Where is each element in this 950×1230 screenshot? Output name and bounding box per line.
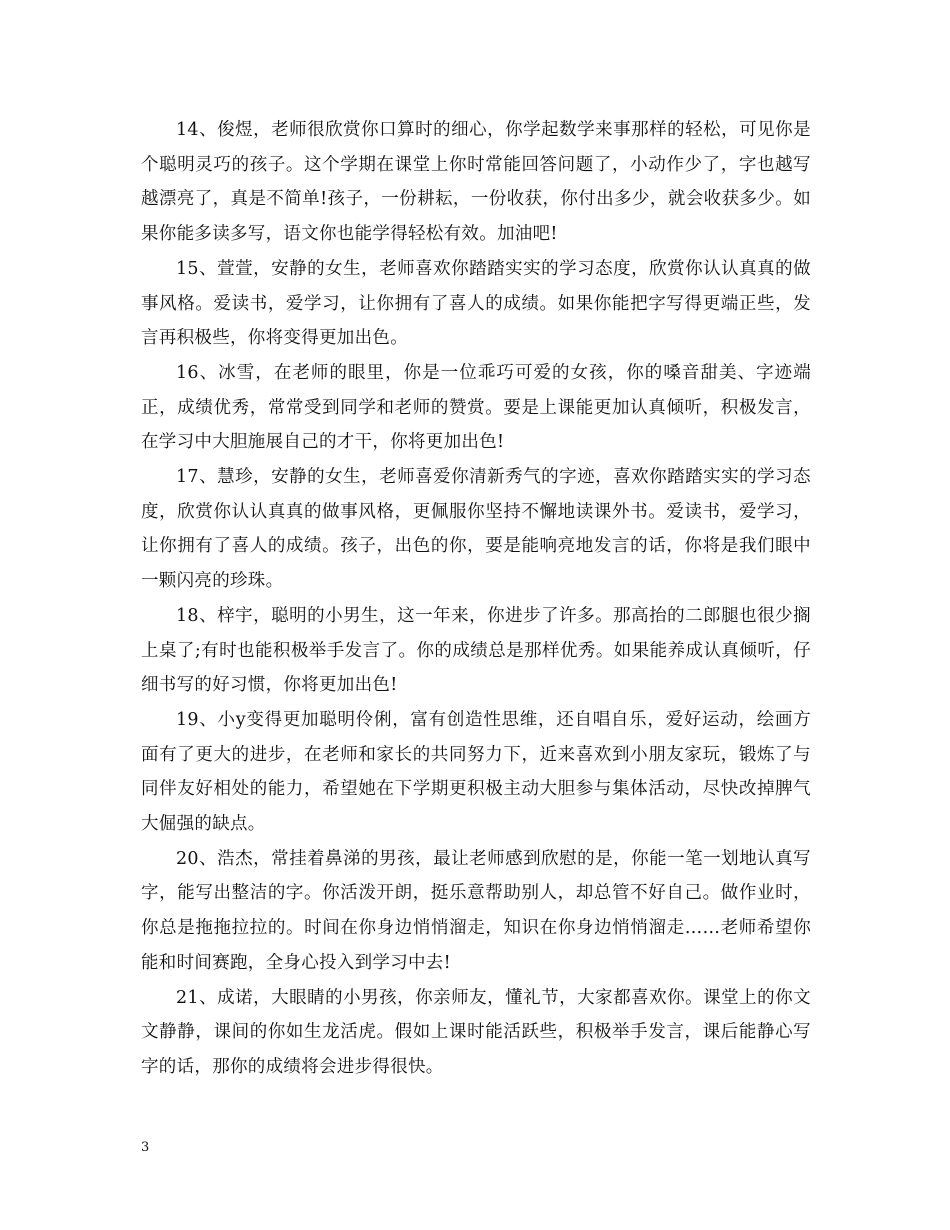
paragraph-15: 15、萱萱，安静的女生，老师喜欢你踏踏实实的学习态度，欣赏你认认真真的做事风格。爱读书，爱学习，让你拥有了喜人的成绩。如果你能把字写得更端正些，发言再积极些，你将变得更加出色。	[141, 258, 811, 349]
paragraph-21: 21、成诺，大眼睛的小男孩，你亲师友，懂礼节，大家都喜欢你。课堂上的你文文静静，课间的你如生龙活虎。假如上课时能活跃些，积极举手发言，课后能静心写字的话，那你的成绩将会进步得很快。	[141, 987, 811, 1077]
document-body	[141, 113, 811, 1085]
page-number: 3	[141, 1140, 150, 1155]
paragraph-18: 18、梓宇，聪明的小男生，这一年来，你进步了许多。那高抬的二郎腿也很少搁上桌了;有时也能积极举手发言了。你的成绩总是那样优秀。如果能养成认真倾听，仔细书写的好习惯，你将更加出色!	[141, 605, 811, 696]
paragraph-19: 19、小y变得更加聪明伶俐，富有创造性思维，还自唱自乐，爱好运动，绘画方面有了更大的进步，在老师和家长的共同努力下，近来喜欢到小朋友家玩，锻炼了与同伴友好相处的能力，希望她在下学期更积极主动大胆参与集体活动，尽快改掉脾气大倔强的缺点。	[141, 709, 811, 835]
paragraph-17: 17、慧珍，安静的女生，老师喜爱你清新秀气的字迹，喜欢你踏踏实实的学习态度，欣赏你认认真真的做事风格，更佩服你坚持不懈地读课外书。爱读书，爱学习，让你拥有了喜人的成绩。孩子，出色的你，要是能响亮地发言的话，你将是我们眼中一颗闪亮的珍珠。	[141, 467, 811, 592]
paragraph-20: 20、浩杰，常挂着鼻涕的男孩，最让老师感到欣慰的是，你能一笔一划地认真写字，能写出整洁的字。你活泼开朗，挺乐意帮助别人，却总管不好自己。做作业时，你总是拖拖拉拉的。时间在你身边悄悄溜走，知识在你身边悄悄溜走……老师希望你能和时间赛跑，全身心投入到学习中去!	[141, 848, 811, 973]
paragraph-14: 14、俊煜，老师很欣赏你口算时的细心，你学起数学来事那样的轻松，可见你是个聪明灵巧的孩子。这个学期在课堂上你时常能回答问题了，小动作少了，字也越写越漂亮了，真是不简单!孩子，一份耕耘，一份收获，你付出多少，就会收获多少。如果你能多读多写，语文你也能学得轻松有效。加油吧!	[141, 120, 811, 245]
paragraph-16: 16、冰雪，在老师的眼里，你是一位乖巧可爱的女孩，你的嗓音甜美、字迹端正，成绩优秀，常常受到同学和老师的赞赏。要是上课能更加认真倾听，积极发言，在学习中大胆施展自己的才干，你将更加出色!	[141, 362, 811, 453]
